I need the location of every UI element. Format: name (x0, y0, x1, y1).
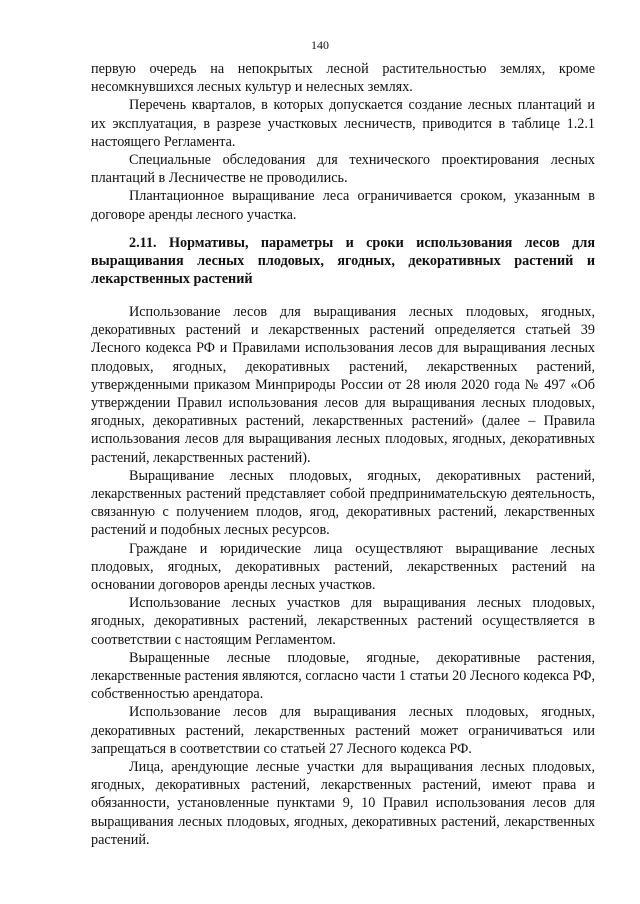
paragraph: Перечень кварталов, в которых допускается создание лесных плантаций и их эксплуатация, в разрезе участковых лесничеств, приводится в таблице 1.2.1 настоящего Регламента. (91, 97, 595, 150)
paragraph: Использование лесов для выращивания лесных плодовых, ягодных, декоративных растений, лекарственных растений может ограничиваться или запрещаться в соответствии со статьей 27 Лесного кодекса РФ. (91, 704, 595, 757)
paragraph: Специальные обследования для технического проектирования лесных плантаций в Лесничестве не проводились. (91, 152, 595, 187)
page-number: 140 (311, 38, 329, 52)
paragraph: Использование лесных участков для выращивания лесных плодовых, ягодных, декоративных растений, лекарственных растений осуществляется в соответствии с настоящим Регламентом. (91, 595, 595, 648)
paragraph: Плантационное выращивание леса ограничивается сроком, указанным в договоре аренды лесного участка. (91, 188, 595, 223)
paragraph: Выращивание лесных плодовых, ягодных, декоративных растений, лекарственных растений представляет собой предпринимательскую деятельность, связанную с получением плодов, ягод, декоративных растений, лекарственных растений и подобных лесных ресурсов. (91, 467, 595, 539)
paragraph-continuation: первую очередь на непокрытых лесной растительностью землях, кроме несомкнувшихся лесных культур и нелесных землях. (91, 61, 595, 96)
section-body (91, 303, 595, 849)
paragraph: Лица, арендующие лесные участки для выращивания лесных плодовых, ягодных, декоративных растений, лекарственных растений, имеют права и обязанности, установленные пунктами 9, 10 Правил использования лесов для выращивания лесных плодовых, ягодных, декоративных растений, лекарственных растений. (91, 759, 595, 848)
top-text-block (91, 60, 595, 224)
paragraph: Использование лесов для выращивания лесных плодовых, ягодных, декоративных растений и лекарственных растений определяется статьей 39 Лесного кодекса РФ и Правилами использования лесов для выращивания лесных плодовых, ягодных, декоративных растений, лекарственных растений, утвержденными приказом Минприроды России от 28 июля 2020 года № 497 «Об утверждении Правил использования лесов для выращивания лесных плодовых, ягодных, декоративных растений, лекарственных растений» (далее – Правила использования лесов для выращивания лесных плодовых, ягодных, декоративных растений, лекарственных растений). (91, 304, 595, 466)
section-heading-block (91, 234, 595, 289)
section-heading: 2.11. Нормативы, параметры и сроки использования лесов для выращивания лесных плодовых, ягодных, декоративных растений и лекарственных растений (91, 235, 595, 288)
paragraph: Выращенные лесные плодовые, ягодные, декоративные растения, лекарственные растения являются, согласно части 1 статьи 20 Лесного кодекса РФ, собственностью арендатора. (91, 649, 595, 703)
paragraph: Граждане и юридические лица осуществляют выращивание лесных плодовых, ягодных, декоративных растений, лекарственных растений на основании договоров аренды лесных участков. (91, 540, 595, 594)
